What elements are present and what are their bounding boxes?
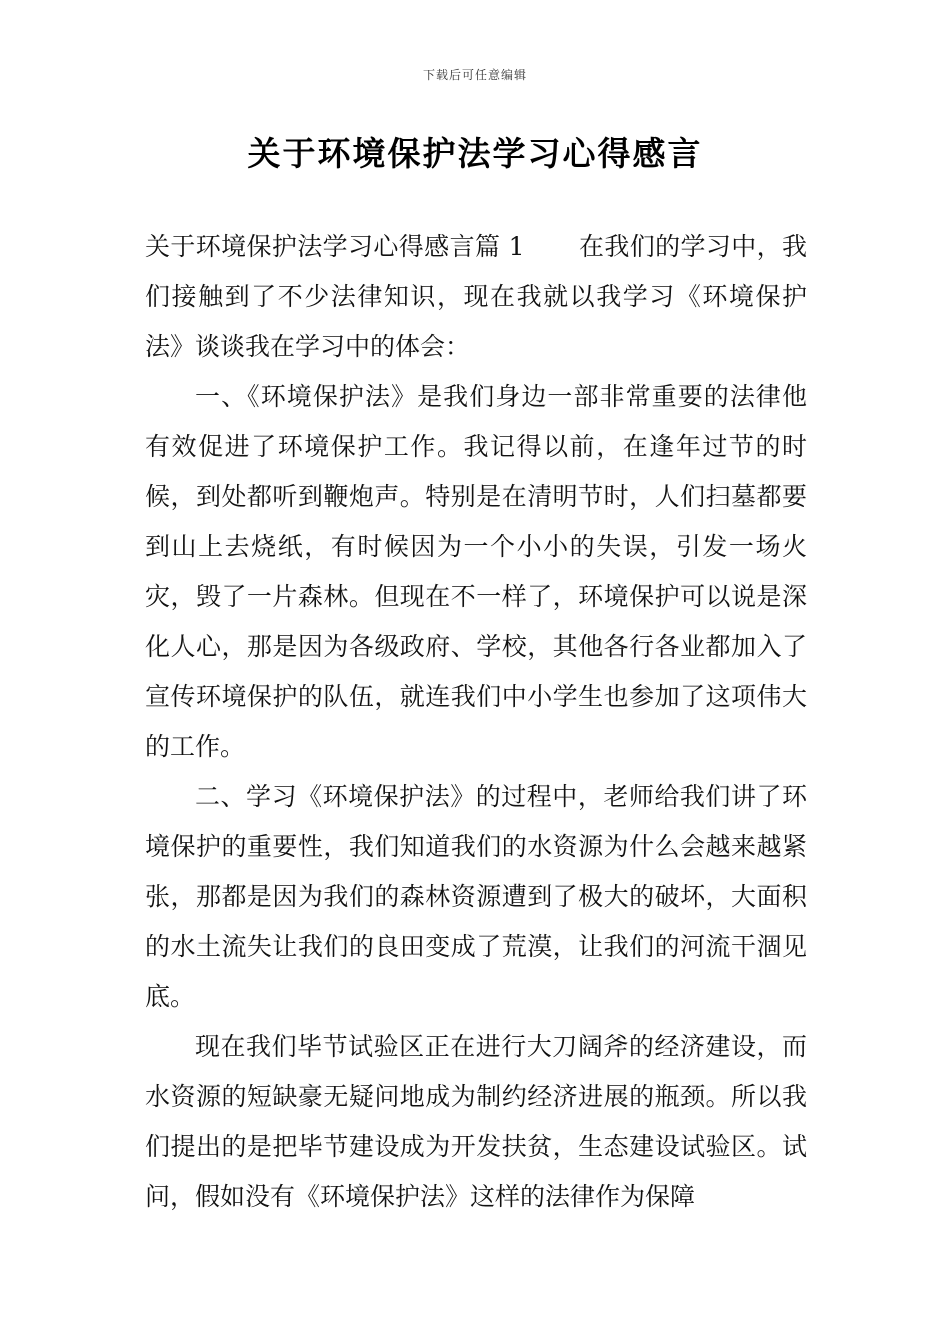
body-paragraph-2: 二、学习《环境保护法》的过程中，老师给我们讲了环境保护的重要性，我们知道我们的水资源为什么会越来越紧张，那都是因为我们的森林资源遭到了极大的破坏，大面积的水土流失让我们的良田变成了荒漠，让我们的河流干涸见底。 — [145, 782, 807, 1011]
document-body — [145, 222, 807, 1222]
body-paragraph-3: 现在我们毕节试验区正在进行大刀阔斧的经济建设，而水资源的短缺豪无疑问地成为制约经济进展的瓶颈。所以我们提出的是把毕节建设成为开发扶贫，生态建设试验区。试问，假如没有《环境保护法》这样的法律作为保障 — [145, 1032, 807, 1211]
intro-heading: 关于环境保护法学习心得感言篇 1 — [145, 232, 525, 261]
document-title: 关于环境保护法学习心得感言 — [247, 134, 703, 173]
body-paragraph-1: 一、《环境保护法》是我们身边一部非常重要的法律他有效促进了环境保护工作。我记得以前，在逢年过节的时候，到处都听到鞭炮声。特别是在清明节时，人们扫墓都要到山上去烧纸，有时候因为一个小小的失误，引发一场火灾，毁了一片森林。但现在不一样了，环境保护可以说是深化人心，那是因为各级政府、学校，其他各行各业都加入了宣传环境保护的队伍，就连我们中小学生也参加了这项伟大的工作。 — [145, 382, 807, 761]
intro-paragraph — [145, 222, 807, 372]
intro-text: 在我们的学习中，我们接触到了不少法律知识，现在我就以我学习《环境保护法》谈谈我在学习中的体会： — [145, 232, 807, 361]
header-note: 下载后可任意编辑 — [422, 68, 527, 82]
